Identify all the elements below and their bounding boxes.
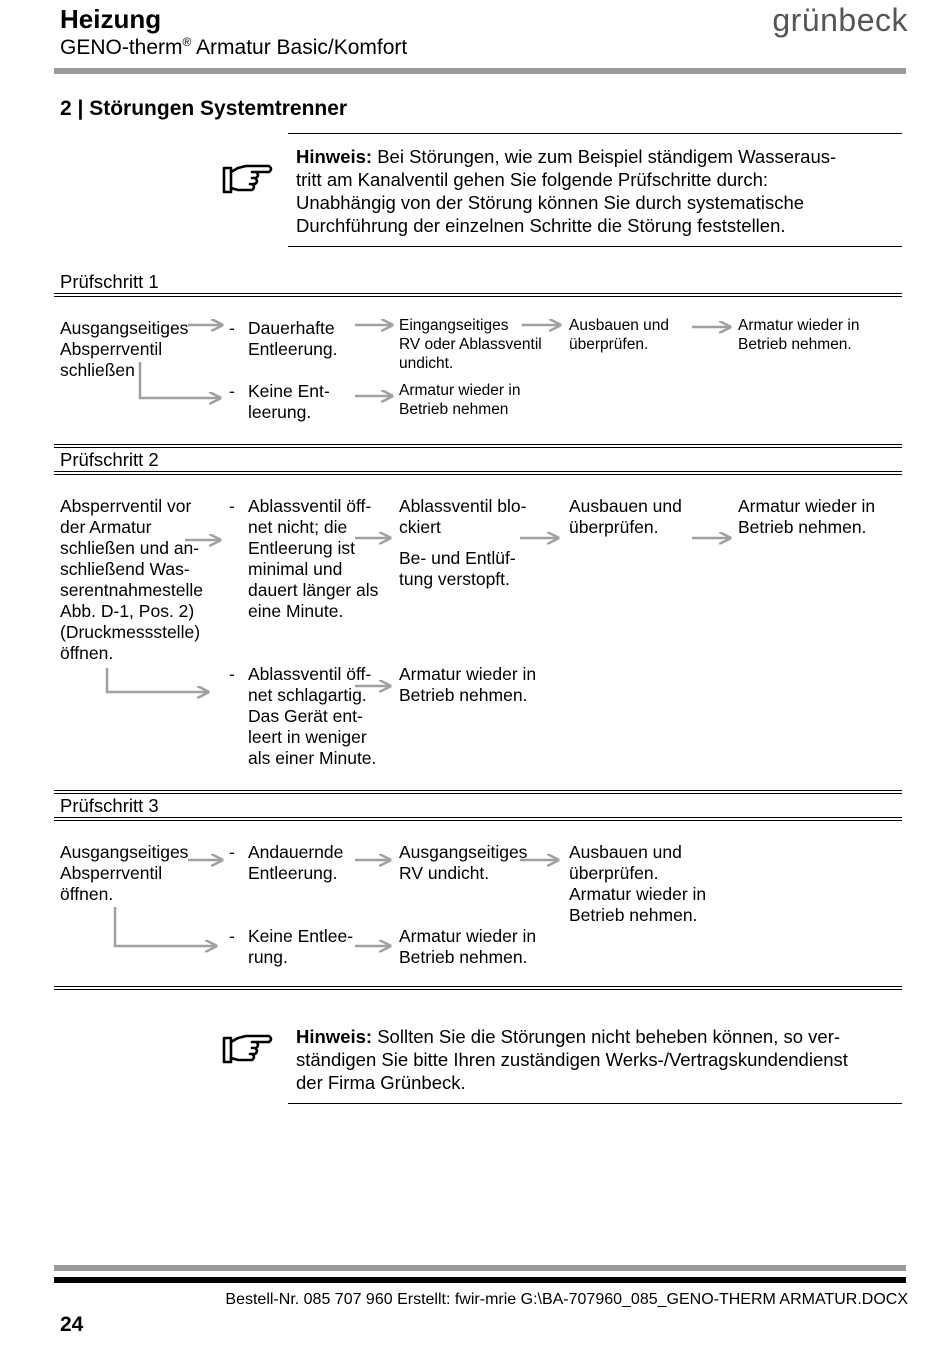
elbow-arrow-icon [140, 362, 220, 398]
step1-a-result: Dauerhafte Entleerung. [248, 318, 338, 359]
step2-action: Absperrventil vor der Armatur schließen und an- schließend Was- serentnahmestelle Abb. D-1, Pos. 2) (Druckmessstelle) öffnen. [60, 496, 203, 663]
step2-a-result: Ablassventil öff- net nicht; die Entleerung ist minimal und dauert länger als eine Minute. [248, 496, 379, 621]
step3-label: Prüfschritt 3 [60, 795, 159, 816]
section-title: 2 | Störungen Systemtrenner [60, 97, 348, 120]
note-line: tritt am Kanalventil gehen Sie folgende Prüfschritte durch: [296, 169, 769, 190]
header-subtitle: GENO-therm® Armatur Basic/Komfort [60, 35, 408, 59]
step3-a-result: Andauernde Entleerung. [248, 842, 344, 883]
note-line: der Firma Grünbeck. [296, 1072, 466, 1093]
footer-text: Bestell-Nr. 085 707 960 Erstellt: fwir-mrie G:\BA-707960_085_GENO-THERM ARMATUR.DOCX [225, 1291, 908, 1308]
note-bottom-rule [288, 1103, 902, 1104]
note-bottom [296, 1025, 906, 1094]
step2-b-cause: Armatur wieder in Betrieb nehmen. [399, 664, 537, 705]
page-number: 24 [60, 1313, 84, 1336]
step2-a-final: Armatur wieder in Betrieb nehmen. [738, 496, 876, 537]
note-line: ständigen Sie bitte Ihren zuständigen Werks-/Vertragskundendienst [296, 1049, 848, 1070]
step2-b-dash: - [229, 664, 235, 684]
footer-rule-black [54, 1277, 906, 1283]
step3-b-result: Keine Entlee- rung. [248, 926, 354, 967]
step1-a-final: Armatur wieder in Betrieb nehmen. [738, 317, 860, 353]
step1-label: Prüfschritt 1 [60, 271, 159, 292]
note-line: Hinweis: Bei Störungen, wie zum Beispiel ständigem Wasseraus- [296, 146, 837, 167]
step2-a-cause2: Be- und Entlüf- tung verstopft. [399, 548, 516, 589]
step3-b-dash: - [229, 926, 235, 946]
elbow-arrow-icon [107, 668, 208, 692]
header-title: Heizung [60, 4, 162, 34]
note-line: Hinweis: Sollten Sie die Störungen nicht beheben können, so ver- [296, 1026, 841, 1047]
note-line: Durchführung der einzelnen Schritte die Störung feststellen. [296, 215, 786, 236]
step3-a-dash: - [229, 842, 235, 862]
step1-a-cause: Eingangseitiges RV oder Ablassventil undicht. [399, 317, 542, 372]
pointing-hand-icon [222, 1030, 274, 1066]
step2-label: Prüfschritt 2 [60, 449, 159, 470]
step1-a-dash: - [229, 318, 235, 338]
note-label: Hinweis: [296, 146, 373, 167]
note-label: Hinweis: [296, 1026, 373, 1047]
elbow-arrow-icon [115, 907, 216, 946]
step3-b-cause: Armatur wieder in Betrieb nehmen. [399, 926, 537, 967]
company-logo: grünbeck [772, 2, 908, 38]
step1-b-dash: - [229, 381, 235, 401]
step2-a-fix: Ausbauen und überprüfen. [569, 496, 682, 537]
step1-b-cause: Armatur wieder in Betrieb nehmen [399, 382, 521, 418]
step1-action: Ausgangseitiges Absperrventil schließen [60, 318, 189, 380]
step2-a-cause1: Ablassventil blo- ckiert [399, 496, 527, 537]
footer-rule-grey [54, 1265, 906, 1271]
step2-a-dash: - [229, 496, 235, 516]
step1-b-result: Keine Ent- leerung. [248, 381, 330, 422]
note-line: Unabhängig von der Störung können Sie durch systematische [296, 192, 805, 213]
step3-a-fix: Ausbauen und überprüfen. Armatur wieder in Betrieb nehmen. [569, 842, 707, 925]
step2-b-result: Ablassventil öff- net schlagartig. Das Gerät ent- leert in weniger als einer Minute. [248, 664, 377, 768]
step3-a-cause: Ausgangseitiges RV undicht. [399, 842, 528, 883]
step1-a-fix: Ausbauen und überprüfen. [569, 317, 669, 353]
step3-action: Ausgangseitiges Absperrventil öffnen. [60, 842, 189, 904]
